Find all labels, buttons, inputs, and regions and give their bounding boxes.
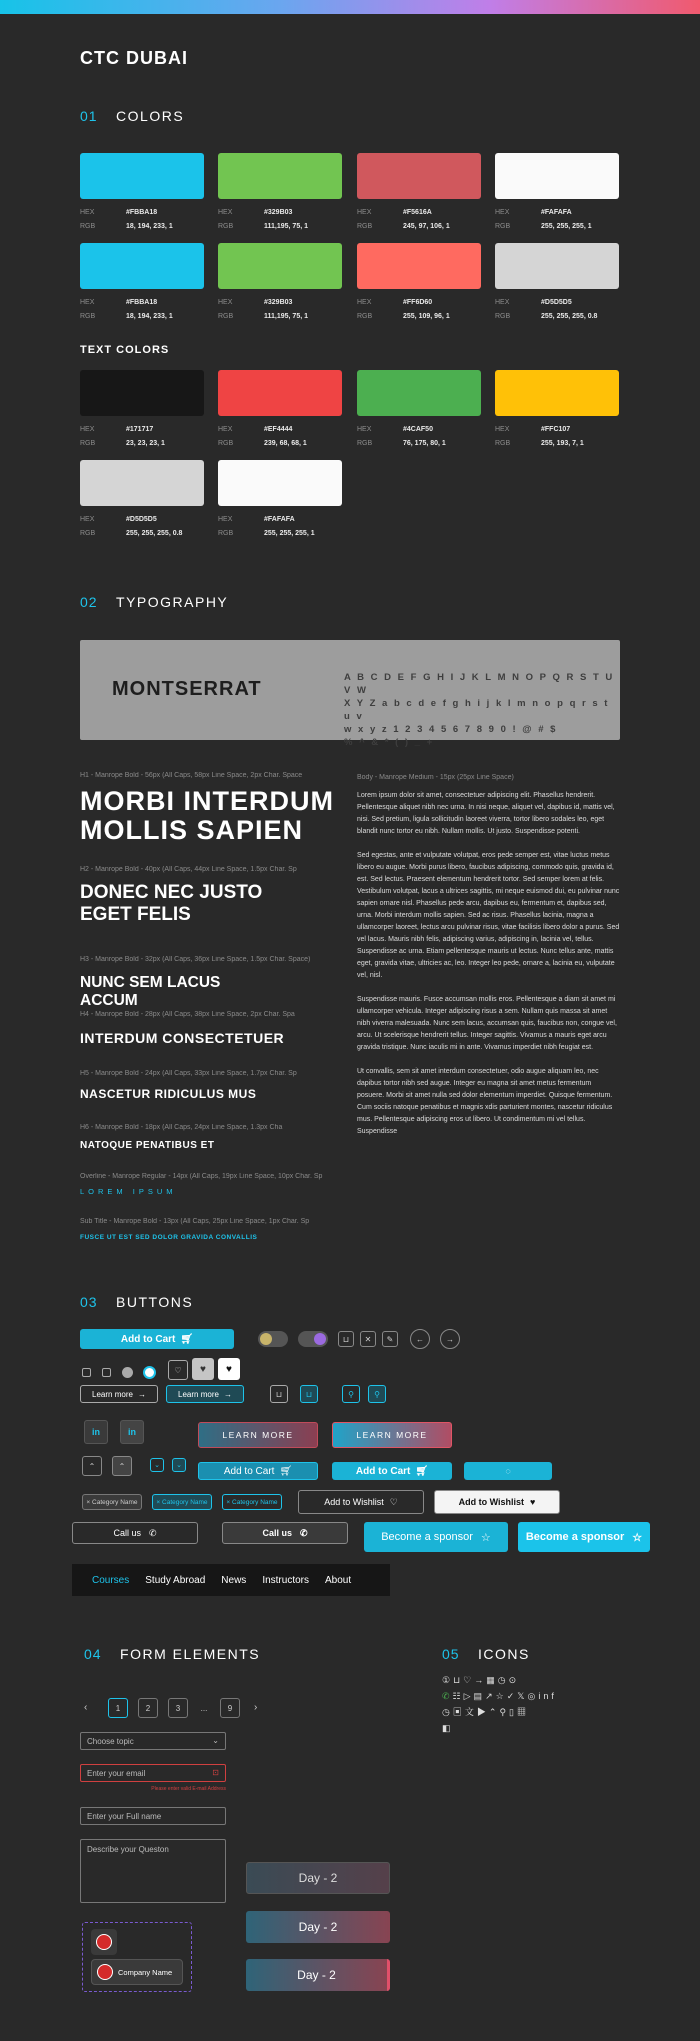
page-button[interactable]: 9: [220, 1698, 240, 1718]
add-to-cart-button[interactable]: [80, 1329, 234, 1349]
heart-icon: ♡: [174, 1365, 182, 1375]
glyph-line: A B C D E F G H I J K L M N O P Q R S T U V W: [344, 672, 615, 696]
star-icon: ☆: [495, 1691, 507, 1701]
hex-label: HEX: [218, 426, 233, 433]
category-chip[interactable]: [152, 1494, 212, 1510]
company-chip-group: [82, 1922, 192, 1992]
whatsapp-icon: ✆: [442, 1691, 453, 1701]
heart-filled-button[interactable]: [218, 1358, 240, 1380]
page-button[interactable]: 2: [138, 1698, 158, 1718]
star-icon: ☆: [480, 1531, 491, 1544]
glyph-line: w x y z 1 2 3 4 5 6 7 8 9 0 ! @ # $: [344, 724, 558, 735]
glyph-line: X Y Z a b c d e f g h i j k l m n o p q r s t u v: [344, 698, 610, 722]
name-field[interactable]: [80, 1807, 226, 1825]
page-button[interactable]: 3: [168, 1698, 188, 1718]
question-textarea[interactable]: [80, 1839, 226, 1903]
close-icon: ✕: [364, 1334, 372, 1344]
user-icon-button[interactable]: [342, 1385, 360, 1403]
user-icon: ⚲: [499, 1707, 510, 1717]
font-name: MONTSERRAT: [112, 678, 262, 700]
hex-label: HEX: [80, 209, 95, 216]
learn-more-button[interactable]: [80, 1385, 158, 1403]
rgb-label: RGB: [80, 313, 96, 320]
edit-icon: ✎: [386, 1334, 394, 1344]
chevron-left-icon[interactable]: ‹: [84, 1702, 88, 1713]
learn-more-caps-button[interactable]: LEARN MORE: [198, 1422, 318, 1448]
heart-icon: ♥: [200, 1363, 206, 1375]
instagram-icon: ◎: [527, 1691, 539, 1701]
h4-label: H4 - Manrope Bold - 28px (All Caps, 38px Line Space, 2px Char. Spa: [80, 1011, 325, 1018]
chevron-up-icon: ⌃: [88, 1461, 96, 1471]
body-paragraph: Lorem ipsum dolor sit amet, consectetuer adipiscing elit. Phasellus hendrerit. Pellentesque aliquet nibh nec urna. In nisi neque, aliquet vel, dapibus id, mattis vel, nisi. Sed pretium, ligula sollicitudin laoreet viverra, tortor libero sodales leo, eget blandit nunc tortor eu nibh. Nullam mollis. Ut justo. Suspendisse potenti.: [357, 792, 615, 835]
facebook-icon: f: [551, 1691, 557, 1701]
checkbox-checked[interactable]: [82, 1368, 91, 1377]
rgb-value: 255, 255, 255, 0.8: [126, 530, 183, 537]
button-label: Add to Wishlist: [458, 1497, 525, 1507]
toggle-switch[interactable]: [258, 1331, 288, 1347]
cart-icon: 🛒︎: [415, 1465, 429, 1477]
nav-item[interactable]: About: [325, 1574, 352, 1586]
hex-value: #4CAF50: [403, 426, 433, 433]
color-swatch: [218, 243, 342, 289]
email-field[interactable]: [80, 1764, 226, 1782]
h1-sample: MORBI INTERDUM MOLLIS SAPIEN: [80, 786, 334, 845]
body-paragraph: Suspendisse mauris. Fusce accumsan mollis eros. Pellentesque a diam sit amet mi ullamcorper vehicula. Integer adipiscing risus a sem. Nullam quis massa sit amet nibh viverra malesuada. Nunc sem lacus, accumsan quis, faucibus non, congue vel, arcu. Ut scelerisque hendrerit tellus. Integer sagittis. Vivamus a mauris eget arcu gravida tristique. Nunc iaculis mi in ante. Vivamus imperdiet nibh feugiat est.: [357, 996, 617, 1051]
calendar-icon: ▦: [517, 1707, 530, 1717]
section-number: 03: [80, 1294, 98, 1310]
close-icon: ×: [86, 1498, 93, 1506]
forms-section-header: [84, 1646, 260, 1664]
button-label: Become a sponsor: [381, 1531, 473, 1543]
x-twitter-icon: 𝕏: [517, 1691, 528, 1701]
add-to-cart-button[interactable]: [198, 1462, 318, 1480]
cart-icon: ⊔: [342, 1334, 350, 1344]
user-icon: ⚲: [374, 1389, 380, 1399]
become-sponsor-button[interactable]: [364, 1522, 508, 1552]
button-label: Add to Cart: [120, 1333, 176, 1345]
video-camera-icon: ▶: [476, 1707, 489, 1717]
user-icon-button[interactable]: [368, 1385, 386, 1403]
error-icon: ⊡: [212, 1768, 219, 1777]
rgb-value: 255, 255, 255, 0.8: [541, 313, 598, 320]
nav-item[interactable]: Courses: [92, 1574, 130, 1586]
hex-value: #FAFAFA: [541, 209, 572, 216]
close-icon-button[interactable]: [360, 1331, 376, 1347]
color-swatch: [357, 243, 481, 289]
file-icon: ▯: [509, 1707, 517, 1717]
h6-label: H6 - Manrope Bold - 18px (All Caps, 24px Line Space, 1.3px Cha: [80, 1124, 283, 1131]
play-icon: ▷: [463, 1691, 474, 1701]
day-card[interactable]: Day - 2: [246, 1911, 390, 1943]
company-name-label: Company Name: [118, 1967, 173, 1977]
group-icon: ☷: [452, 1691, 464, 1701]
chip-label: Category Name: [92, 1498, 138, 1506]
rgb-value: 245, 97, 106, 1: [403, 223, 450, 230]
company-logo-chip[interactable]: [91, 1929, 117, 1955]
become-sponsor-button[interactable]: [518, 1522, 650, 1552]
chevron-up-icon: ⌃: [118, 1461, 126, 1471]
toggle-knob: [260, 1333, 272, 1345]
arrow-right-icon: →: [137, 1389, 146, 1399]
section-number: 04: [84, 1646, 102, 1662]
button-label: Call us: [113, 1528, 141, 1538]
rgb-label: RGB: [218, 223, 234, 230]
body-label: Body - Manrope Medium - 15px (25px Line Space): [357, 774, 514, 781]
prev-arrow-button[interactable]: [410, 1329, 430, 1349]
icon-row: [442, 1672, 557, 1688]
color-swatch: [218, 460, 342, 506]
heart-outline-button[interactable]: [168, 1360, 188, 1380]
glyph-sample: [344, 671, 620, 749]
section-title: TYPOGRAPHY: [116, 594, 229, 610]
hex-label: HEX: [80, 516, 95, 523]
toggle-switch[interactable]: [298, 1331, 328, 1347]
arrow-left-icon: ←: [416, 1334, 424, 1344]
icon-row: [442, 1688, 557, 1704]
heart-filled-button[interactable]: [192, 1358, 214, 1380]
heart-icon: ♥: [226, 1363, 232, 1375]
section-number: 02: [80, 594, 98, 610]
linkedin-icon: in: [128, 1427, 136, 1437]
translate-icon: 文: [464, 1707, 477, 1717]
hex-label: HEX: [357, 209, 372, 216]
phone-icon: ✆: [299, 1527, 308, 1538]
section-title: FORM ELEMENTS: [120, 1646, 261, 1662]
rgb-value: 111,195, 75, 1: [264, 223, 308, 230]
h2-sample: DONEC NEC JUSTO EGET FELIS: [80, 882, 263, 925]
rgb-value: 23, 23, 23, 1: [126, 440, 165, 447]
page-button[interactable]: 1: [108, 1698, 128, 1718]
hex-value: #F5616A: [403, 209, 432, 216]
input-placeholder: Enter your Full name: [87, 1812, 162, 1821]
checkbox[interactable]: [102, 1368, 111, 1377]
pagination-ellipsis: ...: [200, 1703, 208, 1713]
nav-item[interactable]: Study Abroad: [145, 1574, 206, 1586]
input-placeholder: Describe your Queston: [87, 1845, 169, 1854]
color-swatch: [80, 460, 204, 506]
body-paragraph: Ut convallis, sem sit amet interdum consectetuer, odio augue aliquam leo, nec dapibus tortor nibh sed augue. Integer eu magna sit amet metus fermentum posuere. Morbi sit amet nulla sed dolor elementum imperdiet. Quisque fermentum. Cum sociis natoque penatibus et magnis xdis parturient montes, nascetur ridiculus mus. Pellentesque adipiscing eros ut libero. Ut condimentum mi vel tellus. Suspendisse: [357, 1068, 613, 1135]
linkedin-icon: in: [538, 1691, 552, 1701]
learn-more-caps-button[interactable]: LEARN MORE: [332, 1422, 452, 1448]
hex-value: #FBBA18: [126, 299, 158, 306]
overline-sample: LOREM IPSUM: [80, 1187, 177, 1196]
body-paragraph: Sed egestas, ante et vulputate volutpat, eros pede semper est, vitae luctus metus libero eu augue. Morbi purus libero, faucibus adipiscing, commodo quis, gravida id, est. Sed lectus. Praesent elementum hendrerit tortor. Sed semper lorem at felis. Vestibulum volutpat, lacus a ultrices sagittis, mi neque euismod dui, eu pulvinar nunc sapien ornare nisl. Phasellus pede arcu, dapibus eu, fermentum et, dapibus sed, urna. Morbi interdum mollis sapien. Sed ac risus. Phasellus lacinia, magna a ullamcorper laoreet, lectus arcu pulvinar risus, vitae facilisis libero dolor a purus. Sed vel lacus. Mauris nibh felis, adipiscing varius, adipiscing in, lacinia vel, tellus. Suspendisse ac urna. Etiam pellentesque mauris ut lectus. Nunc tellus ante, mattis eget, gravida vitae, ultricies ac, leo. Integer leo pede, ornare a, lacinia eu, vulputate vel, nisl.: [357, 852, 620, 979]
day-card[interactable]: Day - 2: [246, 1862, 390, 1894]
select-value: Choose topic: [87, 1737, 134, 1746]
cursor-icon: ◧: [442, 1723, 454, 1733]
hex-value: #FF6D60: [403, 299, 433, 306]
cart-icon: ⊔: [453, 1675, 464, 1685]
cart-icon-button[interactable]: [300, 1385, 318, 1403]
hex-label: HEX: [357, 299, 372, 306]
hex-label: HEX: [495, 426, 510, 433]
phone-icon: ✆: [148, 1527, 157, 1538]
color-swatch: [80, 153, 204, 199]
rgb-value: 255, 255, 255, 1: [541, 223, 592, 230]
overline-label: Overline - Manrope Regular - 14px (All Caps, 19px Line Space, 10px Char. Sp: [80, 1173, 323, 1180]
rgb-value: 255, 255, 255, 1: [264, 530, 315, 537]
button-label: Learn more: [178, 1389, 219, 1399]
color-swatch: [218, 153, 342, 199]
rgb-label: RGB: [495, 313, 511, 320]
section-number: 05: [442, 1646, 460, 1662]
color-swatch: [495, 370, 619, 416]
rgb-value: 18, 194, 233, 1: [126, 223, 173, 230]
rgb-label: RGB: [218, 313, 234, 320]
document-icon: ▤: [473, 1691, 486, 1701]
hex-label: HEX: [357, 426, 372, 433]
arrow-right-icon: →: [474, 1675, 487, 1685]
color-swatch: [357, 370, 481, 416]
clock-icon: ◷: [497, 1675, 509, 1685]
h6-sample: NATOQUE PENATIBUS ET: [80, 1140, 215, 1151]
hex-value: #D5D5D5: [541, 299, 572, 306]
section-title: BUTTONS: [116, 1294, 194, 1310]
chevron-down-button[interactable]: [172, 1458, 186, 1472]
page-title: CTC DUBAI: [80, 48, 188, 68]
chevron-up-icon: ⌃: [488, 1707, 500, 1717]
hex-label: HEX: [495, 209, 510, 216]
nav-bar: [72, 1564, 390, 1596]
h5-sample: NASCETUR RIDICULUS MUS: [80, 1087, 257, 1101]
rgb-label: RGB: [80, 530, 96, 537]
hex-label: HEX: [495, 299, 510, 306]
hex-label: HEX: [218, 209, 233, 216]
glyph-line: % ^ & * ( ) _ +: [344, 737, 435, 748]
hex-value: #329B03: [264, 209, 293, 216]
hex-value: #FAFAFA: [264, 516, 295, 523]
top-gradient-bar: [0, 0, 700, 14]
category-chip[interactable]: [82, 1494, 142, 1510]
company-logo-icon: [97, 1964, 113, 1980]
h2-label: H2 - Manrope Bold - 40px (All Caps, 44px Line Space, 1.5px Char. Sp: [80, 866, 297, 873]
icon-row: [442, 1704, 557, 1720]
subtitle-sample: FUSCE UT EST SED DOLOR GRAVIDA CONVALLIS: [80, 1234, 258, 1241]
h3-label: H3 - Manrope Bold - 32px (All Caps, 36px Line Space, 1.5px Char. Space): [80, 956, 311, 963]
location-icon: ⊙: [508, 1675, 520, 1685]
cart-icon-button[interactable]: [338, 1331, 354, 1347]
chevron-right-icon[interactable]: ›: [254, 1702, 258, 1713]
h1-label: H1 - Manrope Bold - 56px (All Caps, 58px Line Space, 2px Char. Space: [80, 772, 303, 779]
body-samples: [357, 790, 620, 1138]
check-circle-icon: ✓: [506, 1691, 518, 1701]
learn-more-button[interactable]: [166, 1385, 244, 1403]
arrow-right-icon: →: [223, 1389, 232, 1399]
hex-label: HEX: [218, 516, 233, 523]
chip-label: Category Name: [232, 1498, 278, 1506]
add-to-wishlist-button[interactable]: [298, 1490, 424, 1514]
text-colors-title: TEXT COLORS: [80, 344, 170, 356]
color-swatch: [357, 153, 481, 199]
user-icon: ⚲: [348, 1389, 354, 1399]
nav-item[interactable]: Instructors: [262, 1574, 309, 1586]
button-label: Call us: [262, 1528, 292, 1538]
section-title: COLORS: [116, 108, 185, 124]
rgb-value: 255, 109, 96, 1: [403, 313, 450, 320]
hex-value: #D5D5D5: [126, 516, 157, 523]
color-swatch: [495, 153, 619, 199]
section-title: ICONS: [478, 1646, 530, 1662]
hex-label: HEX: [218, 299, 233, 306]
add-to-wishlist-button[interactable]: [434, 1490, 560, 1514]
rgb-label: RGB: [80, 440, 96, 447]
cart-icon: 🛒︎: [180, 1333, 194, 1345]
rgb-label: RGB: [357, 223, 373, 230]
button-label: Learn more: [92, 1389, 133, 1399]
rgb-value: 111,195, 75, 1: [264, 313, 308, 320]
external-link-icon: ↗: [485, 1691, 496, 1701]
h5-label: H5 - Manrope Bold - 24px (All Caps, 33px Line Space, 1.7px Char. Sp: [80, 1070, 297, 1077]
rgb-label: RGB: [218, 530, 234, 537]
time-icon: ◷: [442, 1707, 453, 1717]
h3-sample: NUNC SEM LACUS ACCUM: [80, 974, 221, 1009]
cart-icon-button[interactable]: [270, 1385, 288, 1403]
arrow-right-icon: →: [446, 1334, 454, 1344]
color-swatch: [495, 243, 619, 289]
heart-icon: ♥: [530, 1497, 536, 1507]
close-icon: ×: [156, 1498, 163, 1506]
rgb-label: RGB: [357, 440, 373, 447]
subtitle-label: Sub Title - Manrope Bold - 13px (All Caps, 25px Line Space, 1px Char. Sp: [80, 1218, 310, 1225]
color-swatch: [80, 243, 204, 289]
icons-section-header: [442, 1646, 530, 1664]
hex-value: #FBBA18: [126, 209, 158, 216]
rgb-label: RGB: [80, 223, 96, 230]
color-swatch: [218, 370, 342, 416]
spinner-icon: ◌: [505, 1466, 511, 1476]
linkedin-button[interactable]: [84, 1420, 108, 1444]
hex-label: HEX: [80, 426, 95, 433]
close-icon: ×: [226, 1498, 233, 1506]
number-icon: ①: [442, 1675, 454, 1685]
chevron-up-button[interactable]: [82, 1456, 102, 1476]
input-placeholder: Enter your email: [87, 1769, 146, 1778]
heart-icon: ♡: [389, 1496, 398, 1507]
linkedin-button[interactable]: [120, 1420, 144, 1444]
day-card[interactable]: Day - 2: [246, 1959, 390, 1991]
typography-section-header: [80, 594, 228, 612]
button-label: Add to Cart: [223, 1465, 275, 1477]
add-to-cart-button[interactable]: [332, 1462, 452, 1480]
video-icon: ▣: [452, 1707, 465, 1717]
section-number: 01: [80, 108, 98, 124]
linkedin-icon: in: [92, 1427, 100, 1437]
button-label: Add to Cart: [355, 1465, 411, 1477]
rgb-value: 76, 175, 80, 1: [403, 440, 446, 447]
company-chip[interactable]: [91, 1959, 183, 1985]
hex-value: #FFC107: [541, 426, 571, 433]
cart-icon: ⊔: [305, 1389, 313, 1399]
company-logo-icon: [96, 1934, 112, 1950]
chevron-up-button[interactable]: [112, 1456, 132, 1476]
rgb-label: RGB: [495, 440, 511, 447]
cart-icon: ⊔: [275, 1389, 283, 1399]
radio-button-selected[interactable]: [143, 1366, 156, 1379]
hex-value: #171717: [126, 426, 154, 433]
rgb-value: 255, 193, 7, 1: [541, 440, 584, 447]
star-icon: ☆: [632, 1531, 643, 1544]
icon-row: [442, 1720, 557, 1736]
chevron-down-icon: ⌄: [154, 1462, 160, 1469]
heading-samples: [80, 772, 335, 845]
email-error-text: Please enter valid E-mail Address: [151, 1786, 226, 1792]
topic-select[interactable]: [80, 1732, 226, 1750]
grid-icon: ▦: [486, 1675, 498, 1685]
next-arrow-button[interactable]: [440, 1329, 460, 1349]
button-label: Become a sponsor: [525, 1531, 625, 1543]
hex-label: HEX: [80, 299, 95, 306]
icon-set: [442, 1672, 557, 1736]
nav-item[interactable]: News: [221, 1574, 247, 1586]
chevron-down-icon: ⌄: [212, 1736, 219, 1745]
hex-value: #EF4444: [264, 426, 293, 433]
font-specimen-box: [80, 640, 620, 748]
chevron-down-icon: ⌄: [176, 1462, 182, 1469]
rgb-label: RGB: [495, 223, 511, 230]
colors-section-header: [80, 108, 184, 126]
chevron-down-button[interactable]: [150, 1458, 164, 1472]
button-label: Add to Wishlist: [324, 1497, 384, 1507]
cart-icon: 🛒︎: [279, 1465, 293, 1477]
h4-sample: INTERDUM CONSECTETUER: [80, 1030, 285, 1046]
rgb-label: RGB: [218, 440, 234, 447]
radio-button[interactable]: [122, 1367, 133, 1378]
color-swatch: [80, 370, 204, 416]
call-us-button[interactable]: [222, 1522, 348, 1544]
loading-button[interactable]: [464, 1462, 552, 1480]
call-us-button[interactable]: [72, 1522, 198, 1544]
buttons-section-header: [80, 1294, 193, 1312]
heart-icon: ♡: [463, 1675, 475, 1685]
rgb-value: 239, 68, 68, 1: [264, 440, 307, 447]
chip-label: Category Name: [162, 1498, 208, 1506]
hex-value: #329B03: [264, 299, 293, 306]
edit-icon-button[interactable]: [382, 1331, 398, 1347]
rgb-value: 18, 194, 233, 1: [126, 313, 173, 320]
rgb-label: RGB: [357, 313, 373, 320]
category-chip[interactable]: [222, 1494, 282, 1510]
toggle-knob: [314, 1333, 326, 1345]
